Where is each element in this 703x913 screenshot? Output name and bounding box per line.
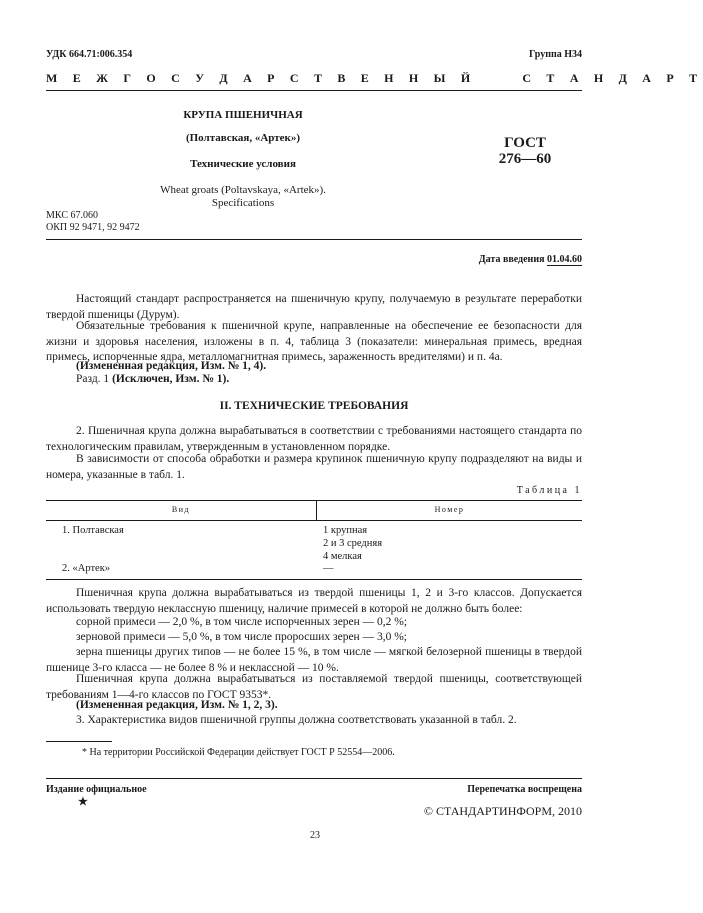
page-number: 23 (310, 830, 320, 841)
table-row-1-kind: 1. Полтавская (62, 525, 124, 536)
section-1-excluded-note: (Исключен, Изм. № 1). (112, 373, 230, 385)
table-row-1-number-3: 4 мелкая (323, 551, 362, 562)
udk-code: УДК 664.71:006.354 (46, 49, 133, 60)
interstate-standard-banner: М Е Ж Г О С У Д А Р С Т В Е Н Н Ы Й С Т А Н Д А Р Т (46, 71, 703, 85)
paragraph-supplied-wheat: Пшеничная крупа должна вырабатываться из поставляемой твердой пшеницы, соответствующей требованиям 1—4-го классов по ГОСТ 9353*. (46, 673, 582, 701)
table-row-2-number-1: — (323, 563, 334, 574)
paragraph-production-rules: 2. Пшеничная крупа должна вырабатываться в соответствии с требованиями настоящего стандарта по технологическим правилам, утвержденным в установленном порядке. (46, 425, 582, 453)
intro-date-label: Дата введения (478, 254, 545, 265)
group-code: Группа Н34 (529, 49, 582, 60)
section-title: II. ТЕХНИЧЕСКИЕ ТРЕБОВАНИЯ (219, 400, 409, 412)
english-title-line2: Specifications (211, 197, 275, 209)
paragraph-grain-impurity: зерновой примеси — 5,0 %, в том числе проросших зерен — 3,0 %; (76, 631, 407, 643)
intro-date (479, 253, 582, 268)
official-edition: Издание официальное (46, 784, 147, 795)
table-bottom-rule (46, 579, 582, 580)
footnote: * На территории Российской Федерации действует ГОСТ Р 52554—2006. (82, 747, 395, 758)
footnote-rule (46, 741, 112, 742)
intro-date-value: 01.04.60 (547, 254, 582, 265)
section-1-label: Разд. 1 (76, 373, 113, 385)
title-block-rule (46, 239, 582, 240)
paragraph-characteristics: 3. Характеристика видов пшеничной группы должна соответствовать указанной в табл. 2. (76, 714, 517, 726)
gost-label: ГОСТ (504, 135, 546, 151)
footer-rule (46, 778, 582, 779)
paragraph-safety-requirements: Обязательные требования к пшеничной крупе, направленные на обеспечение ее безопасности для жизни и здоровья населения, изложены в п. 4, таблица 3 (показатели: минеральная примесь, вредная примесь, испорченные ядра, металломагнитная примесь, зараженность вредителями) и п. 4а. (46, 320, 582, 363)
header-rule (46, 90, 582, 91)
section-1-excluded (46, 372, 582, 388)
english-title-line1: Wheat groats (Poltavskaya, «Artek»). (160, 184, 326, 196)
table-header-rule (46, 520, 582, 521)
paragraph-wheat-classes: Пшеничная крупа должна вырабатываться из твердой пшеницы 1, 2 и 3-го классов. Допускается использовать твердую неклассную пшеницу, наличие примесей в которой не должно быть более: (46, 587, 582, 615)
table-row-2-kind: 2. «Артек» (62, 563, 111, 574)
paragraph-weed-impurity: сорной примеси — 2,0 %, в том числе испорченных зерен — 0,2 %; (76, 616, 408, 628)
table-row-1-number-2: 2 и 3 средняя (323, 538, 383, 549)
copyright: © СТАНДАРТИНФОРМ, 2010 (423, 804, 582, 818)
amendment-note-2: (Измененная редакция, Изм. № 1, 2, 3). (76, 699, 278, 711)
table-row-1-number-1: 1 крупная (323, 525, 368, 536)
table-header-kind: Вид (171, 505, 191, 514)
mks-code: МКС 67.060 (46, 210, 98, 221)
reprint-prohibited: Перепечатка воспрещена (467, 784, 582, 795)
table-top-rule (46, 500, 582, 501)
document-subtitle: Технические условия (190, 158, 296, 170)
table-header-number: Номер (434, 505, 465, 514)
paragraph-other-wheat-types: зерна пшеницы других типов — не более 15 %, в том числе — мягкой белозерной пшеницы в твердой пшенице 3-го класса — не более 8 % и неклассной — 10 %. (46, 646, 582, 674)
okp-code: ОКП 92 9471, 92 9472 (46, 222, 140, 233)
table-caption: Таблица 1 (516, 485, 582, 496)
gost-number: 276—60 (498, 151, 552, 167)
paragraph-classification: В зависимости от способа обработки и размера крупинок пшеничную крупу подразделяют на виды и номера, указанные в табл. 1. (46, 453, 582, 481)
document-title: КРУПА ПШЕНИЧНАЯ (183, 109, 303, 121)
document-variant: (Полтавская, «Артек») (185, 132, 301, 144)
amendment-note-1: (Измененная редакция, Изм. № 1, 4). (76, 360, 267, 372)
paragraph-scope: Настоящий стандарт распространяется на пшеничную крупу, получаемую в результате переработки твердой пшеницы (Дурум). (46, 293, 582, 321)
star-icon: ★ (78, 796, 88, 808)
